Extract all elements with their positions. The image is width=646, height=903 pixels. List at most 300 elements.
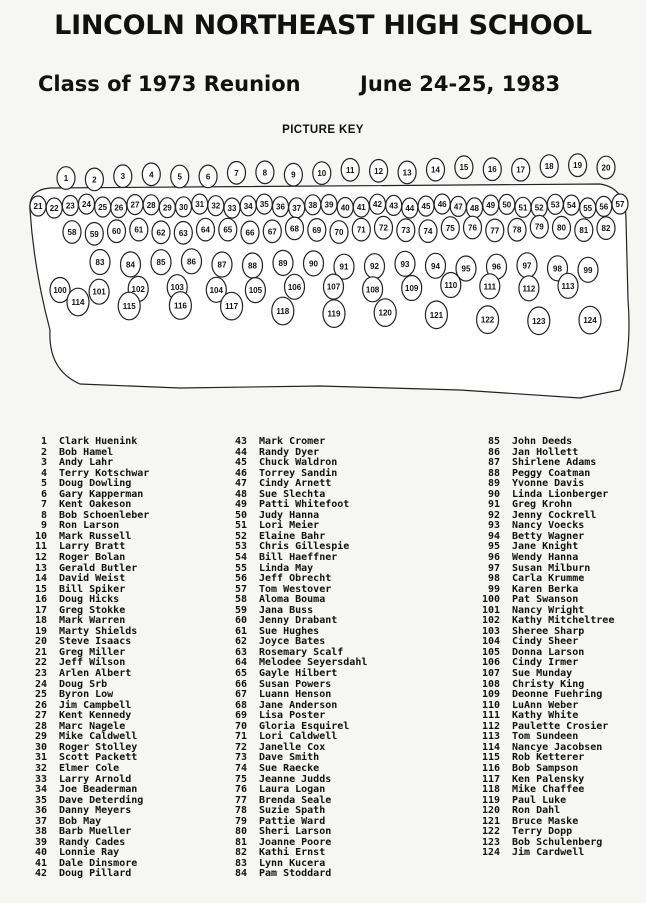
roster-number: 108 bbox=[481, 678, 500, 690]
roster-name: Terry Dopp bbox=[512, 826, 573, 838]
person-key-number: 35 bbox=[259, 200, 269, 210]
roster-number: 105 bbox=[481, 646, 500, 658]
person-key-number: 2 bbox=[92, 175, 97, 185]
roster-name: Elaine Bahr bbox=[259, 530, 326, 542]
roster-name: Danny Meyers bbox=[59, 805, 132, 817]
roster-number: 43 bbox=[234, 436, 247, 447]
roster-name: Donna Larson bbox=[512, 646, 585, 658]
roster-name: Lonnie Ray bbox=[59, 847, 120, 859]
roster-number: 121 bbox=[481, 815, 500, 827]
roster-name: Dave Smith bbox=[259, 752, 320, 764]
roster-name: Pam Stoddard bbox=[259, 868, 332, 880]
person-key-number: 67 bbox=[267, 227, 277, 237]
roster-name: Bob Hamel bbox=[59, 446, 114, 458]
roster-number: 120 bbox=[481, 805, 500, 817]
roster-entry bbox=[470, 785, 614, 796]
person-key-number: 59 bbox=[89, 229, 99, 239]
roster-entry bbox=[26, 553, 149, 564]
person-key-number: 51 bbox=[518, 203, 528, 213]
person-key-number: 98 bbox=[553, 264, 562, 274]
person-key-number: 44 bbox=[405, 204, 415, 213]
person-key-number: 17 bbox=[516, 165, 526, 175]
person-key-number: 90 bbox=[309, 259, 318, 269]
roster-name: Mike Chaffee bbox=[512, 784, 585, 796]
person-key-number: 82 bbox=[601, 224, 611, 234]
roster-name: Greg Stokke bbox=[59, 604, 126, 616]
roster-name: Randy Dyer bbox=[259, 446, 320, 458]
roster-name: Jenny Drabant bbox=[259, 615, 338, 627]
person-key-number: 78 bbox=[512, 225, 522, 235]
person-key-number: 58 bbox=[67, 228, 77, 237]
roster-number: 74 bbox=[234, 762, 247, 774]
roster-entry bbox=[470, 553, 614, 564]
roster-name: Randy Cades bbox=[59, 836, 126, 848]
roster-name: Larry Arnold bbox=[59, 773, 132, 785]
person-key-number: 68 bbox=[290, 224, 299, 234]
roster-name: Susan Milburn bbox=[512, 562, 591, 574]
roster-name: Aloma Bouma bbox=[259, 594, 326, 606]
roster-number: 85 bbox=[487, 436, 500, 447]
roster-name: Byron Low bbox=[59, 689, 114, 701]
roster-name: Kathi Ernst bbox=[259, 847, 326, 859]
roster-number: 48 bbox=[234, 488, 247, 500]
person-key-number: 87 bbox=[217, 260, 227, 270]
person-key-number: 80 bbox=[557, 223, 566, 233]
roster-number: 28 bbox=[34, 720, 47, 732]
person-key-number: 61 bbox=[134, 225, 144, 235]
roster-number: 91 bbox=[487, 499, 500, 511]
person-key-number: 29 bbox=[162, 203, 172, 213]
roster-entry bbox=[226, 437, 367, 448]
person-key-number: 46 bbox=[437, 200, 447, 209]
roster-number: 66 bbox=[234, 678, 247, 690]
person-key-number: 99 bbox=[583, 265, 593, 275]
roster-number: 119 bbox=[481, 794, 500, 806]
roster-number: 124 bbox=[481, 847, 500, 859]
roster-number: 1 bbox=[40, 436, 47, 447]
person-key-number: 37 bbox=[292, 203, 302, 213]
roster-number: 53 bbox=[234, 541, 247, 553]
roster-number: 9 bbox=[40, 520, 47, 532]
person-key-number: 56 bbox=[599, 202, 609, 212]
roster-name: Christy King bbox=[512, 678, 585, 690]
person-key-number: 26 bbox=[114, 203, 124, 213]
roster-number: 58 bbox=[234, 594, 247, 606]
roster-name: Larry Bratt bbox=[59, 541, 126, 553]
roster-number: 67 bbox=[234, 689, 247, 701]
person-key-number: 123 bbox=[532, 316, 546, 326]
person-key-number: 114 bbox=[71, 298, 85, 307]
roster-name: Lynn Kucera bbox=[259, 857, 326, 869]
roster-entry bbox=[470, 437, 614, 448]
roster-name: Jim Cardwell bbox=[512, 847, 585, 859]
roster-number: 14 bbox=[34, 573, 47, 585]
roster-name: Doug Pillard bbox=[59, 868, 132, 880]
roster-number: 16 bbox=[34, 594, 47, 606]
roster-name: Wendy Hanna bbox=[512, 552, 579, 564]
person-key-number: 105 bbox=[248, 286, 263, 296]
roster-number: 87 bbox=[487, 457, 500, 469]
roster-name: Luann Henson bbox=[259, 689, 332, 701]
roster-number: 106 bbox=[481, 657, 500, 669]
roster-name: Joanne Poore bbox=[259, 836, 332, 848]
person-key-number: 1 bbox=[63, 174, 69, 183]
roster-name: Sue Hughes bbox=[259, 625, 320, 637]
roster-name: Greg Miller bbox=[59, 646, 126, 658]
roster-name: Betty Wagner bbox=[512, 530, 585, 542]
person-key-number: 66 bbox=[245, 228, 255, 238]
roster-number: 3 bbox=[40, 457, 47, 469]
roster-number: 69 bbox=[234, 710, 247, 722]
person-key-number: 31 bbox=[195, 200, 205, 210]
person-key-number: 117 bbox=[225, 302, 239, 312]
roster-number: 36 bbox=[34, 805, 47, 817]
person-key-number: 48 bbox=[470, 203, 479, 213]
roster-number: 61 bbox=[234, 625, 247, 637]
roster-name: Kathy White bbox=[512, 710, 579, 722]
person-key-number: 30 bbox=[179, 202, 188, 212]
person-key-number: 50 bbox=[502, 200, 512, 210]
roster-name: LuAnn Weber bbox=[512, 699, 579, 711]
reunion-title: Class of 1973 Reunion bbox=[38, 72, 301, 96]
roster-name: Greg Krohn bbox=[512, 499, 573, 511]
roster-number: 59 bbox=[234, 604, 247, 616]
person-key-number: 96 bbox=[492, 262, 501, 272]
roster-number: 71 bbox=[234, 731, 247, 743]
person-key-number: 104 bbox=[209, 285, 223, 295]
person-key-number: 95 bbox=[461, 264, 471, 274]
person-key-number: 21 bbox=[33, 202, 43, 211]
roster-number: 62 bbox=[234, 636, 247, 648]
roster-number: 17 bbox=[34, 604, 47, 616]
person-key-number: 118 bbox=[276, 307, 290, 316]
roster-number: 122 bbox=[481, 826, 500, 838]
roster-number: 39 bbox=[34, 836, 47, 848]
roster-number: 68 bbox=[234, 699, 247, 711]
roster-name: Ron Dahl bbox=[512, 805, 561, 817]
roster-name: Mark Cromer bbox=[259, 436, 326, 447]
roster-number: 75 bbox=[234, 773, 247, 785]
roster-name: Marc Nagele bbox=[59, 720, 126, 732]
roster-number: 84 bbox=[234, 868, 247, 880]
roster-name: Gayle Hilbert bbox=[259, 668, 338, 680]
roster-number: 35 bbox=[34, 794, 47, 806]
roster-number: 96 bbox=[487, 552, 500, 564]
roster-number: 113 bbox=[481, 731, 500, 743]
roster-number: 26 bbox=[34, 699, 47, 711]
roster-name: Doug Hicks bbox=[59, 594, 120, 606]
roster-number: 40 bbox=[34, 847, 47, 859]
person-key-number: 119 bbox=[327, 309, 341, 319]
roster-number: 115 bbox=[481, 752, 500, 764]
roster-number: 52 bbox=[234, 530, 247, 542]
person-key-number: 124 bbox=[583, 316, 597, 326]
roster-name: Carla Krumme bbox=[512, 573, 585, 585]
roster-number: 8 bbox=[40, 509, 47, 521]
person-key-number: 15 bbox=[459, 163, 469, 173]
roster-name: Bob May bbox=[59, 815, 102, 827]
person-key-number: 19 bbox=[573, 161, 583, 171]
roster-name: Cindy Irmer bbox=[512, 657, 579, 669]
roster-number: 33 bbox=[34, 773, 47, 785]
person-key-number: 109 bbox=[405, 284, 419, 293]
roster-number: 56 bbox=[234, 573, 247, 585]
roster-number: 82 bbox=[234, 847, 247, 859]
person-key-number: 10 bbox=[317, 169, 327, 179]
roster-number: 80 bbox=[234, 826, 247, 838]
roster-entry bbox=[226, 669, 367, 680]
roster-name: Steve Isaacs bbox=[59, 636, 132, 648]
roster-number: 70 bbox=[234, 720, 247, 732]
person-key-number: 110 bbox=[444, 281, 458, 290]
roster-name: Joyce Bates bbox=[259, 636, 326, 648]
roster-entry bbox=[26, 764, 149, 775]
roster-name: Bob Sampson bbox=[512, 762, 579, 774]
roster-name: Jeff Obrecht bbox=[259, 573, 332, 585]
person-key-number: 76 bbox=[468, 223, 477, 233]
roster-entry bbox=[470, 764, 614, 775]
person-key-number: 84 bbox=[126, 260, 135, 270]
roster-number: 77 bbox=[234, 794, 247, 806]
roster-entry bbox=[226, 869, 367, 880]
roster-number: 117 bbox=[481, 773, 500, 785]
person-key-number: 32 bbox=[211, 201, 221, 211]
person-key-number: 77 bbox=[490, 226, 500, 236]
roster-number: 2 bbox=[40, 446, 47, 458]
roster-number: 54 bbox=[234, 552, 247, 564]
roster-number: 98 bbox=[487, 573, 500, 585]
roster-name: Tom Westover bbox=[259, 583, 332, 595]
roster-number: 114 bbox=[481, 741, 500, 753]
person-key-number: 9 bbox=[291, 170, 296, 180]
person-key-number: 49 bbox=[486, 201, 496, 211]
person-key-number: 11 bbox=[345, 165, 355, 175]
person-key-number: 45 bbox=[421, 202, 431, 212]
person-key-number: 83 bbox=[95, 258, 105, 267]
person-key-number: 33 bbox=[227, 204, 237, 213]
roster-name: Sheree Sharp bbox=[512, 625, 585, 637]
roster-number: 13 bbox=[34, 562, 47, 574]
roster-name: Marty Shields bbox=[59, 625, 138, 637]
person-key-number: 75 bbox=[445, 224, 455, 233]
person-key-number: 36 bbox=[276, 202, 285, 212]
roster-name: Mark Russell bbox=[59, 530, 132, 542]
roster-name: Bob Schulenberg bbox=[512, 836, 603, 848]
roster-number: 15 bbox=[34, 583, 47, 595]
roster-name: Deonne Fuehring bbox=[512, 689, 603, 701]
roster-name: Clark Huenink bbox=[59, 436, 138, 447]
roster-number: 63 bbox=[234, 646, 247, 658]
roster-name: Kathy Mitcheltree bbox=[512, 615, 615, 627]
roster-name: Gerald Butler bbox=[59, 562, 138, 574]
roster-number: 22 bbox=[34, 657, 47, 669]
roster-number: 65 bbox=[234, 668, 247, 680]
roster-name: Barb Mueller bbox=[59, 826, 132, 838]
roster-name: Kent Kennedy bbox=[59, 710, 132, 722]
person-key-number: 4 bbox=[149, 170, 154, 180]
person-key-number: 12 bbox=[374, 166, 384, 176]
person-key-number: 55 bbox=[583, 203, 593, 213]
roster-column-3 bbox=[470, 437, 614, 859]
roster-number: 30 bbox=[34, 741, 47, 753]
roster-number: 93 bbox=[487, 520, 500, 532]
roster-entry bbox=[226, 553, 367, 564]
person-key-number: 86 bbox=[187, 257, 196, 267]
roster-name: Doug Srb bbox=[59, 678, 108, 690]
roster-name: Lori Meier bbox=[259, 520, 320, 532]
roster-name: Gloria Esquirel bbox=[259, 720, 350, 732]
roster-name: Susan Powers bbox=[259, 678, 332, 690]
roster-number: 123 bbox=[481, 836, 500, 848]
person-key-number: 113 bbox=[561, 281, 575, 291]
roster-number: 18 bbox=[34, 615, 47, 627]
person-key-number: 39 bbox=[324, 200, 334, 210]
roster-column-2 bbox=[226, 437, 367, 880]
person-key-number: 92 bbox=[370, 262, 379, 272]
person-key-number: 116 bbox=[173, 301, 187, 311]
roster-name: Elmer Cole bbox=[59, 762, 120, 774]
roster-number: 24 bbox=[34, 678, 47, 690]
roster-entry bbox=[26, 869, 149, 880]
roster-entry bbox=[470, 848, 614, 859]
roster-number: 72 bbox=[234, 741, 247, 753]
roster-name: Paulette Crosier bbox=[512, 720, 609, 732]
roster-number: 4 bbox=[40, 467, 47, 479]
roster-name: Linda May bbox=[259, 562, 314, 574]
roster-name: Yvonne Davis bbox=[512, 478, 585, 490]
roster-number: 55 bbox=[234, 562, 247, 574]
person-key-number: 24 bbox=[82, 200, 91, 210]
person-key-number: 93 bbox=[400, 259, 410, 269]
roster-number: 10 bbox=[34, 530, 47, 542]
roster-name: Ken Palensky bbox=[512, 773, 585, 785]
person-key-number: 115 bbox=[122, 302, 136, 311]
person-key-number: 102 bbox=[131, 284, 145, 294]
roster-name: Joe Beaderman bbox=[59, 784, 138, 796]
roster-name: Nancy Wright bbox=[512, 604, 585, 616]
roster-name: John Deeds bbox=[512, 436, 573, 447]
person-key-number: 20 bbox=[601, 163, 611, 173]
person-key-number: 25 bbox=[98, 203, 108, 212]
person-key-number: 121 bbox=[429, 310, 444, 320]
person-key-number: 112 bbox=[522, 284, 536, 294]
roster-number: 94 bbox=[487, 530, 500, 542]
roster-name: Jenny Cockrell bbox=[512, 509, 597, 521]
roster-name: Terry Kotschwar bbox=[59, 467, 150, 479]
roster-number: 78 bbox=[234, 805, 247, 817]
person-key-number: 52 bbox=[534, 203, 544, 213]
roster-number: 29 bbox=[34, 731, 47, 743]
person-key-number: 23 bbox=[65, 201, 75, 211]
roster-number: 51 bbox=[234, 520, 247, 532]
roster-name: Nancye Jacobsen bbox=[512, 741, 603, 753]
person-key-number: 103 bbox=[170, 283, 184, 293]
roster-name: Karen Berka bbox=[512, 583, 579, 595]
roster-name: Janelle Cox bbox=[259, 741, 326, 753]
person-key-number: 85 bbox=[156, 258, 166, 268]
roster-name: Dale Dinsmore bbox=[59, 857, 138, 869]
roster-number: 88 bbox=[487, 467, 500, 479]
person-key-number: 3 bbox=[120, 172, 126, 182]
person-key-number: 89 bbox=[278, 258, 288, 268]
person-key-number: 111 bbox=[483, 282, 497, 292]
roster-number: 104 bbox=[481, 636, 500, 648]
roster-name: Peggy Coatman bbox=[512, 467, 591, 479]
roster-number: 42 bbox=[34, 868, 47, 880]
person-key-number: 28 bbox=[146, 200, 156, 210]
person-key-number: 69 bbox=[312, 225, 322, 235]
roster-name: Cindy Sheer bbox=[512, 636, 579, 648]
person-key-number: 72 bbox=[379, 223, 388, 233]
roster-number: 111 bbox=[481, 710, 500, 722]
roster-name: Lisa Poster bbox=[259, 710, 326, 722]
roster-number: 21 bbox=[34, 646, 47, 658]
roster-number: 12 bbox=[34, 552, 47, 564]
roster-name: Pat Swanson bbox=[512, 594, 579, 606]
person-key-number: 57 bbox=[615, 200, 625, 209]
roster-name: Bob Schoenleber bbox=[59, 509, 150, 521]
roster-number: 102 bbox=[481, 615, 500, 627]
roster-number: 97 bbox=[487, 562, 500, 574]
roster-number: 100 bbox=[481, 594, 500, 606]
roster-number: 103 bbox=[481, 625, 500, 637]
roster-name: Jane Anderson bbox=[259, 699, 338, 711]
roster-number: 37 bbox=[34, 815, 47, 827]
person-key-number: 122 bbox=[480, 315, 495, 325]
person-key-number: 8 bbox=[262, 168, 268, 178]
school-title: LINCOLN NORTHEAST HIGH SCHOOL bbox=[54, 10, 592, 41]
person-key-number: 22 bbox=[49, 204, 59, 213]
roster-number: 81 bbox=[234, 836, 247, 848]
roster-number: 83 bbox=[234, 857, 247, 869]
roster-name: Arlen Albert bbox=[59, 668, 132, 680]
roster-column-1 bbox=[26, 437, 149, 880]
roster-name: Patti Whitefoot bbox=[259, 499, 350, 511]
person-key-number: 34 bbox=[243, 201, 253, 211]
person-key-number: 5 bbox=[177, 172, 182, 182]
picture-key-label: PICTURE KEY bbox=[282, 124, 364, 136]
person-key-number: 63 bbox=[178, 228, 188, 238]
person-key-number: 106 bbox=[287, 282, 302, 292]
roster-number: 110 bbox=[481, 699, 500, 711]
roster-name: Sue Raecke bbox=[259, 762, 320, 774]
roster-number: 34 bbox=[34, 784, 47, 796]
roster-number: 50 bbox=[234, 509, 247, 521]
person-key-number: 62 bbox=[156, 228, 166, 238]
roster-name: Laura Logan bbox=[259, 784, 326, 796]
person-key-number: 60 bbox=[112, 227, 121, 237]
roster-name: Doug Dowling bbox=[59, 478, 132, 490]
roster-number: 90 bbox=[487, 488, 500, 500]
roster-name: Brenda Seale bbox=[259, 794, 332, 806]
person-key-number: 108 bbox=[365, 285, 380, 295]
roster-number: 20 bbox=[34, 636, 47, 648]
person-key-number: 94 bbox=[431, 261, 440, 271]
roster-name: Rosemary Scalf bbox=[259, 646, 344, 658]
person-key-number: 100 bbox=[53, 286, 67, 295]
roster-number: 27 bbox=[34, 710, 47, 722]
roster-number: 38 bbox=[34, 826, 47, 838]
roster-number: 7 bbox=[40, 499, 47, 511]
person-key-number: 73 bbox=[401, 226, 411, 236]
person-key-number: 54 bbox=[567, 201, 576, 211]
roster-name: Bill Spiker bbox=[59, 583, 126, 595]
roster-name: Judy Hanna bbox=[259, 509, 320, 521]
roster-name: Melodee Seyersdahl bbox=[259, 657, 368, 669]
roster-name: Paul Luke bbox=[512, 794, 567, 806]
roster-name: Pattie Ward bbox=[259, 815, 326, 827]
person-key-number: 14 bbox=[431, 165, 440, 175]
